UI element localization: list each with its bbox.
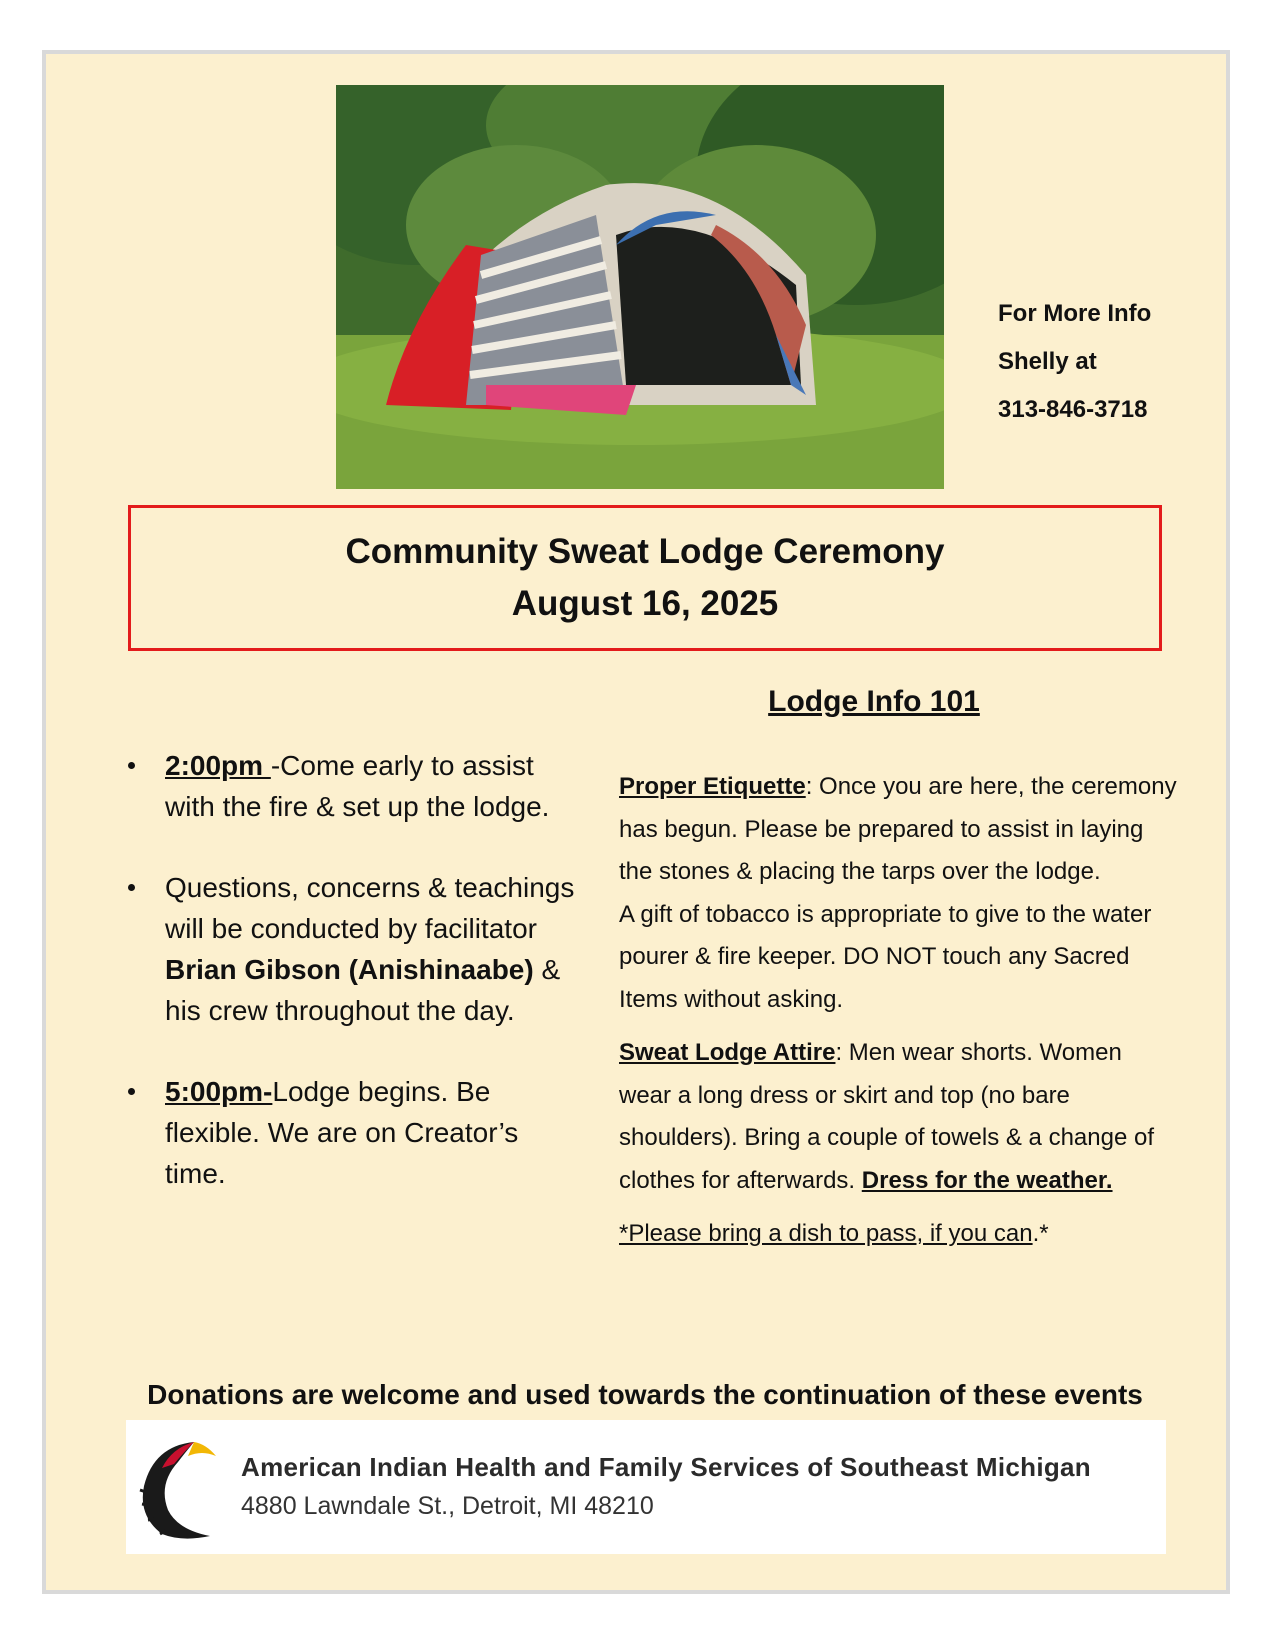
schedule-list [120,745,580,1234]
etiquette-paragraph [619,766,1179,894]
event-date: August 16, 2025 [511,584,779,623]
bullet-icon [128,884,135,891]
event-title: Community Sweat Lodge Ceremony [345,532,945,571]
bullet-icon [128,1088,135,1095]
dish-note [619,1213,1179,1256]
contact-person: Shelly at [998,348,1097,375]
lodge-info-section [619,766,1179,1256]
attire-label: Sweat Lodge Attire [619,1039,836,1066]
contact-phone: 313-846-3718 [998,396,1148,423]
bullet-icon [128,762,135,769]
attire-emphasis: Dress for the weather. [861,1166,1113,1194]
organization-address: 4880 Lawndale St., Detroit, MI 48210 [241,1492,654,1520]
organization-name: American Indian Health and Family Services of Southeast Michigan [241,1452,1091,1482]
etiquette-text: : Once you are here, the ceremony has begun. Please be prepared to assist in laying the stones & placing the tarps over the lodge. [619,773,1177,885]
contact-heading: For More Info [998,300,1152,327]
attire-paragraph [619,1032,1179,1202]
donations-note: Donations are welcome and used towards the continuation of these events [147,1379,1143,1410]
lodge-info-heading: Lodge Info 101 [768,685,980,718]
schedule-item-early [120,745,580,827]
contact-info [998,290,1218,434]
dish-note-text: *Please bring a dish to pass, if you can [619,1220,1033,1247]
gift-paragraph: A gift of tobacco is appropriate to give to the water pourer & fire keeper. DO NOT touch any Sacred Items without asking. [619,900,1152,1013]
schedule-text: & his crew throughout the day. [165,954,561,1026]
schedule-text: -Come early to assist with the fire & set up the lodge. [165,750,550,822]
sweat-lodge-photo [336,85,944,489]
schedule-time: 5:00pm- [165,1076,273,1107]
facilitator-name: Brian Gibson (Anishinaabe) [165,954,534,985]
schedule-text: Lodge begins. Be flexible. We are on Creator’s time. [165,1076,519,1189]
feather-logo-icon [132,1434,222,1542]
attire-text: : Men wear shorts. Women wear a long dress or skirt and top (no bare shoulders). Bring a couple of towels & a change of clothes for afterwards. [619,1039,1154,1194]
schedule-text: Questions, concerns & teachings will be conducted by facilitator [165,872,575,944]
schedule-item-lodge [120,1071,580,1194]
event-title-box [128,505,1162,651]
dish-note-suffix: .* [1032,1220,1049,1247]
organization-banner [126,1420,1166,1554]
schedule-item-teachings [120,867,580,1031]
etiquette-label: Proper Etiquette [619,773,806,800]
schedule-time: 2:00pm [165,750,271,781]
